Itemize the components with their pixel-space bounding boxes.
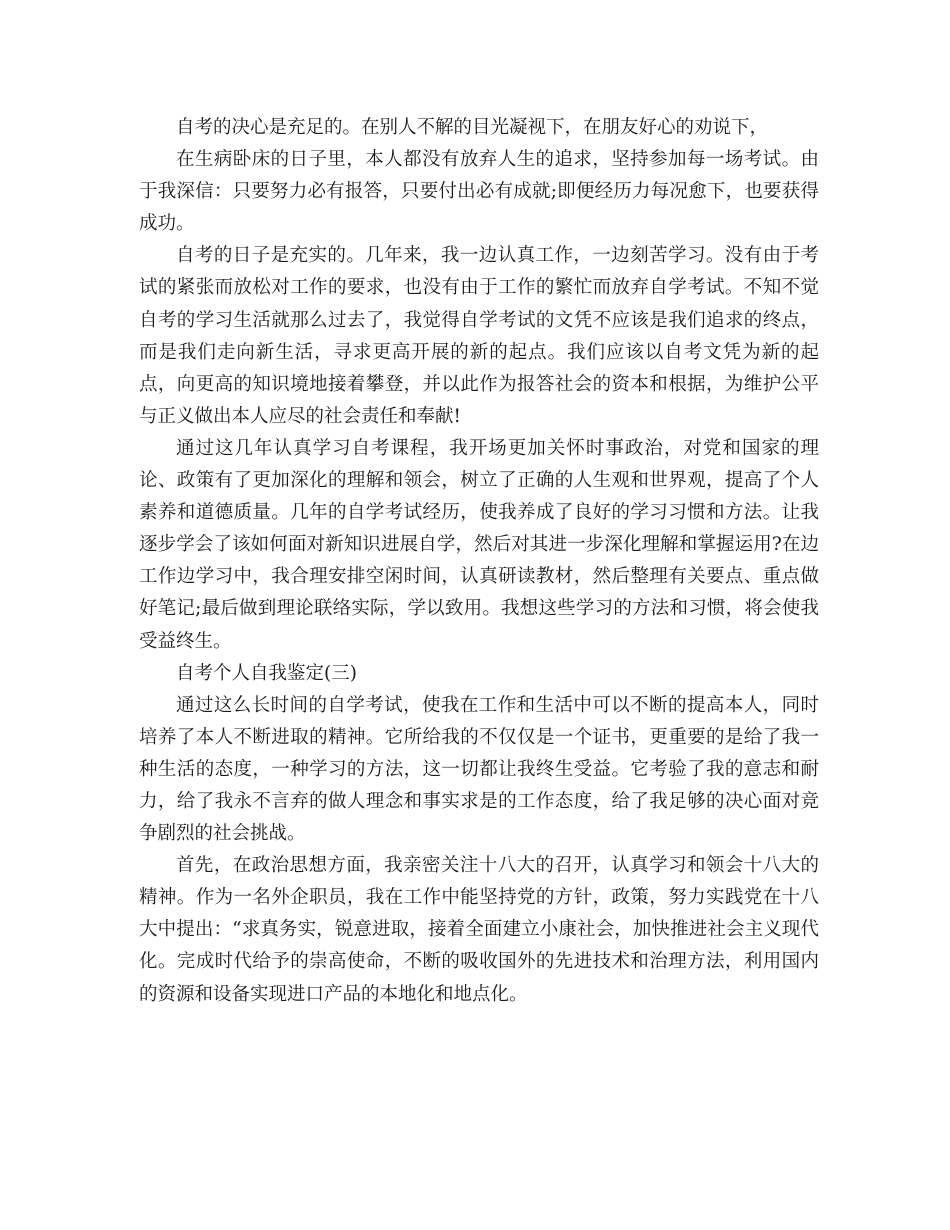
paragraph-self-study-benefits: 通过这么长时间的自学考试，使我在工作和生活中可以不断的提高本人，同时培养了本人不断进取的精神。它所给我的不仅仅是一个证书，更重要的是给了我一种生活的态度，一种学习的方法，这一切都让我终生受益。它考验了我的意志和耐力，给了我永不言弃的做人理念和事实求是的工作态度，给了我足够的决心面对竞争剧烈的社会挑战。 bbox=[139, 694, 819, 845]
paragraph-fulfilling-days: 自考的日子是充实的。几年来，我一边认真工作，一边刻苦学习。没有由于考试的紧张而放松对工作的要求，也没有由于工作的繁忙而放弃自学考试。不知不觉自考的学习生活就那么过去了，我觉得自学考试的文凭不应该是我们追求的终点，而是我们走向新生活，寻求更高开展的新的起点。我们应该以自考文凭为新的起点，向更高的知识境地接着攀登，并以此作为报答社会的资本和根据，为维护公平与正义做出本人应尽的社会责任和奉献! bbox=[139, 245, 819, 427]
document-body bbox=[139, 112, 819, 1011]
paragraph-political-thought: 首先，在政治思想方面，我亲密关注十八大的召开，认真学习和领会十八大的精神。作为一名外企职员，我在工作中能坚持党的方针，政策，努力实践党在十八大中提出：“求真务实，锐意进取，接着全面建立小康社会，加快推进社会主义现代化。完成时代给予的崇高使命，不断的吸收国外的先进技术和治理方法，利用国内的资源和设备实现进口产品的本地化和地点化。 bbox=[139, 855, 819, 1005]
paragraph-resolve: 自考的决心是充足的。在别人不解的目光凝视下，在朋友好心的劝说下， bbox=[176, 117, 769, 138]
paragraph-study-gains: 通过这几年认真学习自考课程，我开场更加关怀时事政治，对党和国家的理论、政策有了更加深化的理解和领会，树立了正确的人生观和世界观，提高了个人素养和道德质量。几年的自学考试经历，使我养成了良好的学习习惯和方法。让我逐步学会了该如何面对新知识进展自学，然后对其进一步深化理解和掌握运用?在边工作边学习中，我合理安排空闲时间，认真研读教材，然后整理有关要点、重点做好笔记;最后做到理论联络实际，学以致用。我想这些学习的方法和习惯，将会使我受益终生。 bbox=[139, 437, 819, 652]
section-heading: 自考个人自我鉴定(三) bbox=[176, 662, 357, 684]
paragraph-persistence: 在生病卧床的日子里，本人都没有放弃人生的追求，坚持参加每一场考试。由于我深信：只要努力必有报答，只要付出必有成就;即便经历力每况愈下，也要获得成功。 bbox=[139, 149, 819, 235]
